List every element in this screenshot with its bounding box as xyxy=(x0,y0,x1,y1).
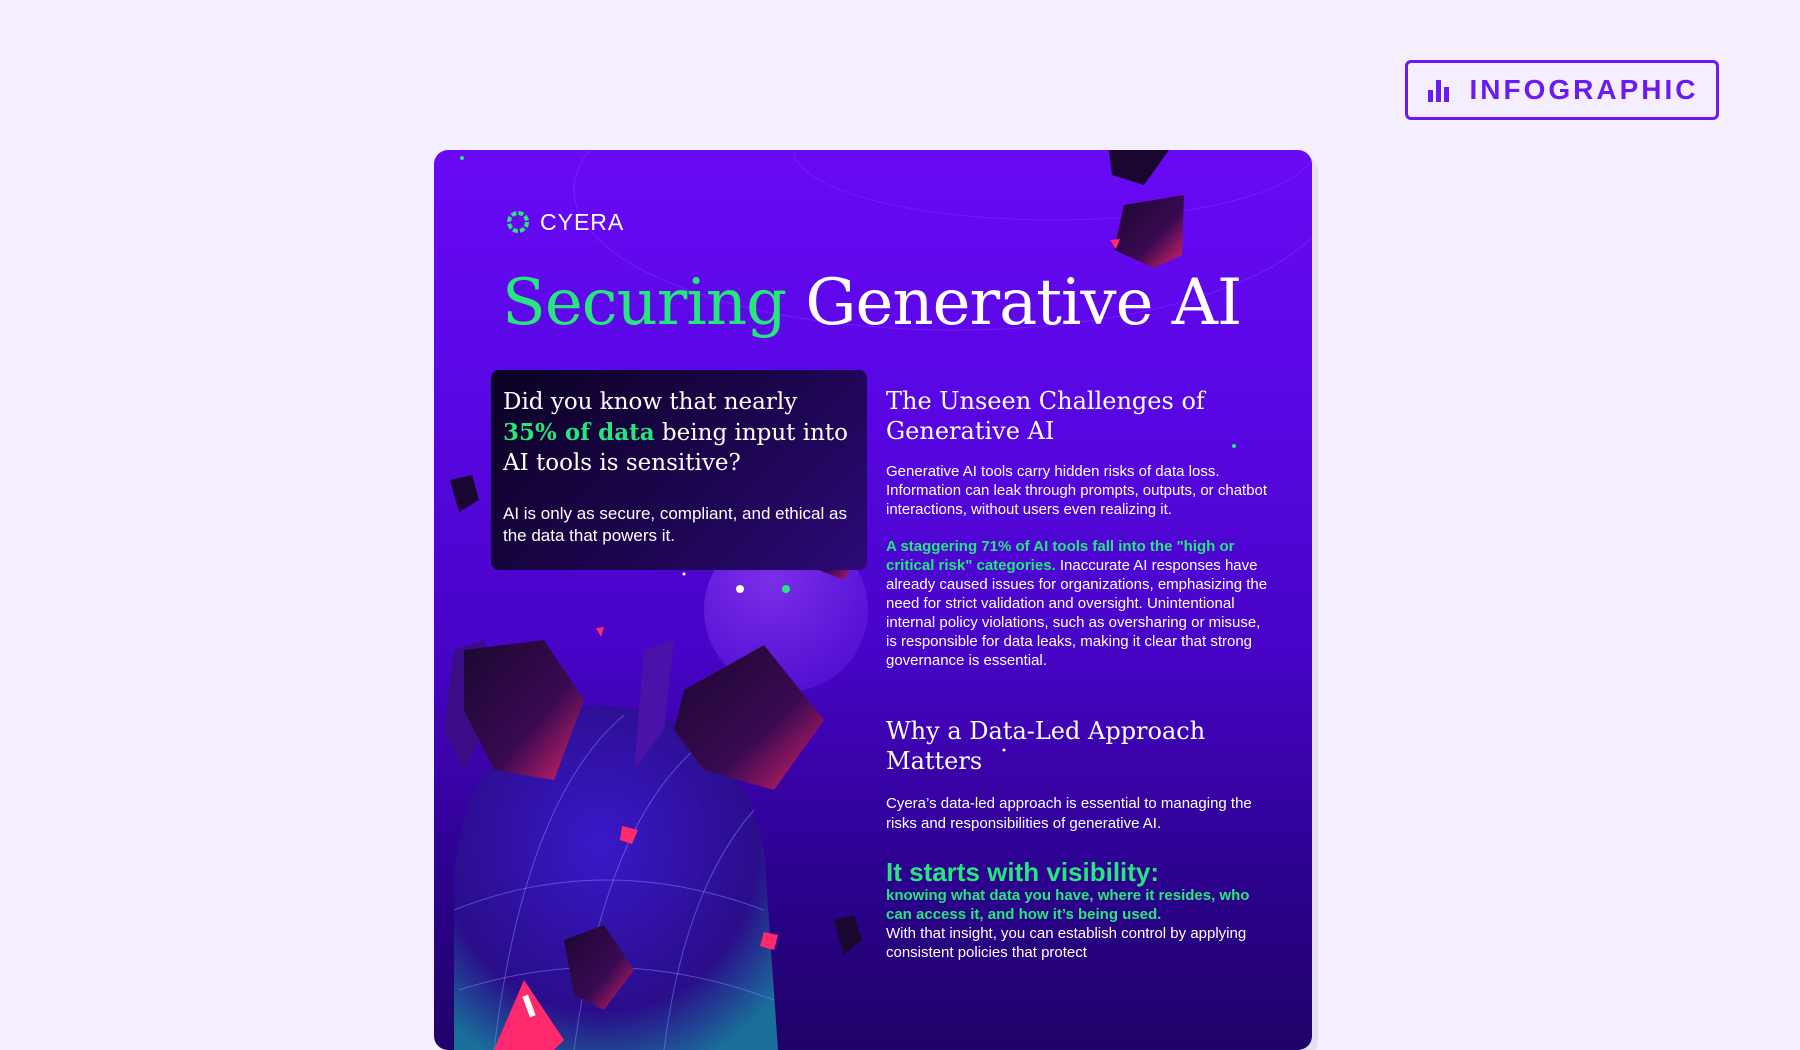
dark-cube xyxy=(450,475,479,512)
callout-stat: 35% of data xyxy=(503,418,655,446)
callout-line1: Did you know that nearly xyxy=(503,389,798,415)
infographic-badge xyxy=(1405,60,1719,120)
bar-chart-icon xyxy=(1426,78,1452,102)
dark-cube xyxy=(1114,195,1184,268)
visibility-paragraph xyxy=(886,886,1270,962)
star-dot xyxy=(736,585,744,593)
callout-line2: being input into AI tools is sensitive? xyxy=(503,419,848,476)
star-dot xyxy=(460,156,464,160)
visibility-heading: It starts with visibility: xyxy=(886,856,1160,887)
content-column xyxy=(886,386,1270,962)
pink-chip xyxy=(596,627,604,637)
dark-cube xyxy=(1109,150,1169,185)
section-heading-challenges: The Unseen Challenges of Generative AI xyxy=(886,387,1205,445)
title-highlight: Securing xyxy=(502,266,787,340)
callout-question xyxy=(503,388,855,479)
star-dot xyxy=(782,585,790,593)
section-paragraph xyxy=(886,537,1270,670)
risk-paragraph-text: Inaccurate AI responses have already caused issues for organizations, emphasizing the need for strict validation and oversight. Unintentional internal policy violations, such as oversharing or misuse, is responsible for data leaks, making it clear that strong governance is essential. xyxy=(886,557,1268,670)
badge-label: INFOGRAPHIC xyxy=(1469,74,1699,105)
callout-subtext: AI is only as secure, compliant, and ethical as the data that powers it. xyxy=(503,503,847,545)
orbit-ring xyxy=(794,150,1312,220)
dark-cube xyxy=(834,915,862,955)
page-title xyxy=(502,268,1241,338)
section-heading-data-led: Why a Data-Led Approach Matters xyxy=(886,717,1206,776)
section-paragraph: Generative AI tools carry hidden risks of data loss. Information can leak through prompts, outputs, or chatbot interactions, without users even realizing it. xyxy=(886,463,1268,519)
cyera-logo-icon xyxy=(504,208,532,236)
title-rest: Generative AI xyxy=(805,266,1242,340)
visibility-highlight: knowing what data you have, where it resides, who can access it, and how it’s being used. xyxy=(886,886,1250,923)
visibility-text: With that insight, you can establish control by applying consistent policies that protect xyxy=(886,924,1247,961)
risk-stat-highlight: A staggering 71% of AI tools fall into the "high or critical risk" categories. xyxy=(886,538,1235,575)
cyera-logo xyxy=(504,208,624,236)
logo-text: CYERA xyxy=(540,208,625,235)
star-dot xyxy=(683,573,686,576)
section-paragraph: Cyera’s data-led approach is essential to managing the risks and responsibilities of generative AI. xyxy=(886,795,1252,832)
stat-callout xyxy=(491,370,867,570)
infographic-card xyxy=(434,150,1312,1050)
